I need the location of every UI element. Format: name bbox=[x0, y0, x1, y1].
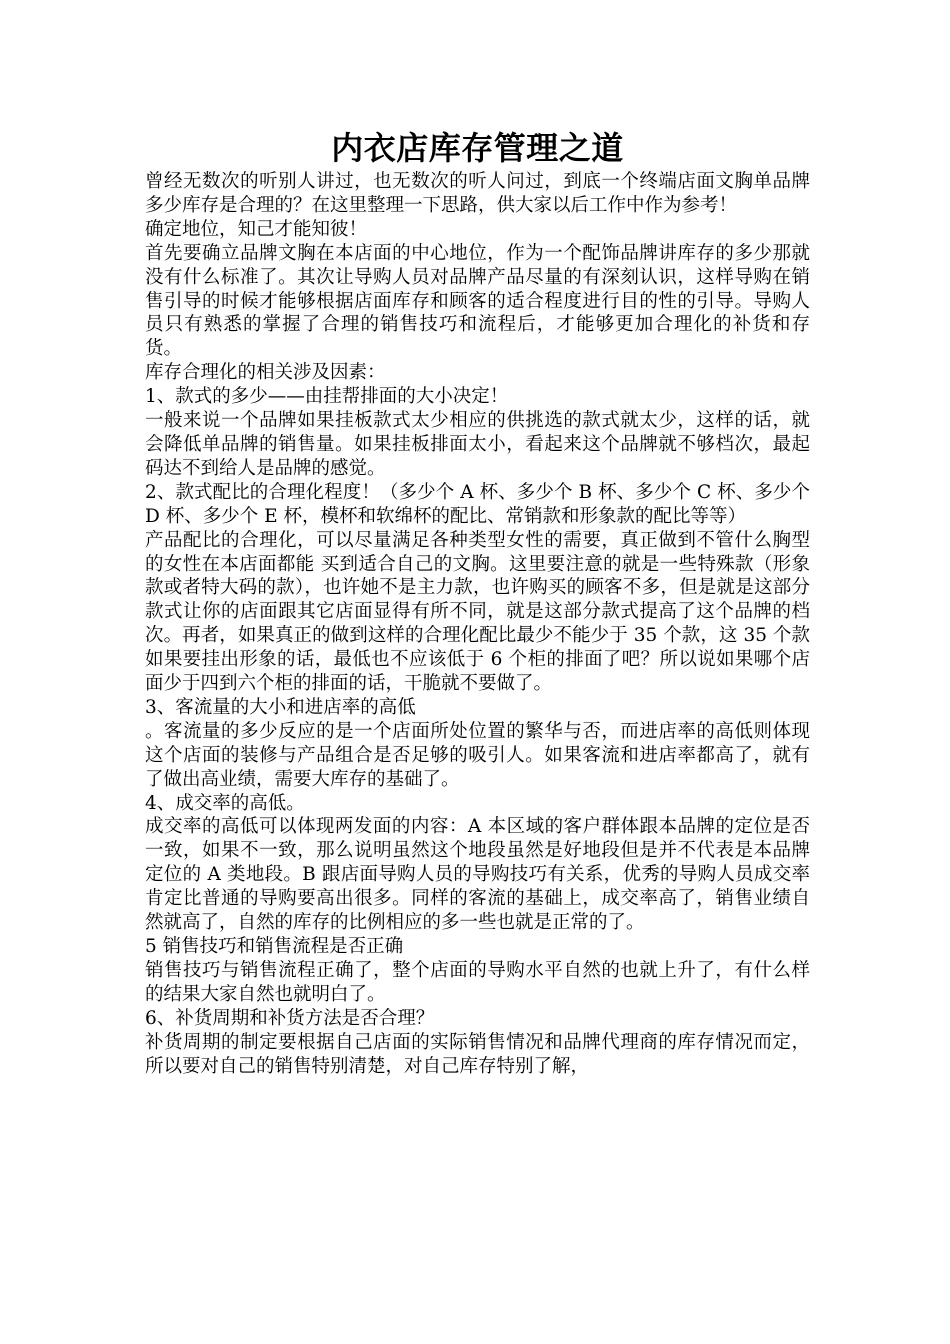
paragraph-intro: 曾经无数次的听别人讲过，也无数次的听人问过，到底一个终端店面文胸单品牌多少库存是合理的？在这里整理一下思路，供大家以后工作中作为参考！ bbox=[145, 171, 810, 216]
paragraph-heading-6: 6、补货周期和补货方法是否合理？ bbox=[145, 1007, 435, 1029]
paragraph-3: 。客流量的多少反应的是一个店面所处位置的繁华与否，而进店率的高低则体现这个店面的装修与产品组合是否足够的吸引人。如果客流和进店率都高了，就有了做出高业绩，需要大库存的基础了。 bbox=[145, 720, 810, 790]
paragraph-heading-factors: 库存合理化的相关涉及因素： bbox=[145, 362, 386, 384]
paragraph-6: 补货周期的制定要根据自己店面的实际销售情况和品牌代理商的库存情况而定，所以要对自己的销售特别清楚，对自己库存特别了解， bbox=[145, 1031, 810, 1077]
document-title: 内衣店库存管理之道 bbox=[331, 129, 624, 167]
paragraph-heading-4: 4、成交率的高低。 bbox=[145, 792, 305, 814]
paragraph-heading-positioning: 确定地位，知己才能知彼！ bbox=[145, 218, 368, 240]
paragraph-5: 销售技巧与销售流程正确了，整个店面的导购水平自然的也就上升了，有什么样的结果大家自然也就明白了。 bbox=[145, 959, 810, 1005]
document-body bbox=[145, 126, 810, 1078]
paragraph-heading-3: 3、客流量的大小和进店率的高低 bbox=[145, 696, 416, 718]
paragraph-heading-2: 2、款式配比的合理化程度！（多少个 A 杯、多少个 B 杯、多少个 C 杯、多少个 D 杯、多少个 E 杯，模杯和软绵杯的配比、常销款和形象款的配比等等） bbox=[145, 481, 810, 527]
paragraph-4: 成交率的高低可以体现两发面的内容：A 本区域的客户群体跟本品牌的定位是否一致，如果不一致，那么说明虽然这个地段虽然是好地段但是并不代表是本品牌定位的 A 类地段。B 跟店面导购人员的导购技巧有关系，优秀的导购人员成交率肯定比普通的导购要高出很多。同样的客流的基础上，成交率高了，销售业绩自然就高了，自然的库存的比例相应的多一些也就是正常的了。 bbox=[145, 816, 810, 934]
paragraph-2: 产品配比的合理化，可以尽量满足各种类型女性的需要，真正做到不管什么胸型的女性在本店面都能 买到适合自己的文胸。这里要注意的就是一些特殊款（形象款或者特大码的款），也许她不是主力款，也许购买的顾客不多，但是就是这部分款式让你的店面跟其它店面显得有所不同，就是这部分款式提高了这个品牌的档次。再者，如果真正的做到这样的合理化配比最少不能少于 35 个款，这 35 个款如果要挂出形象的话，最低也不应该低于 6 个柜的排面了吧？所以说如果哪个店面少于四到六个柜的排面的话，干脆就不要做了。 bbox=[145, 529, 810, 695]
paragraph-positioning: 首先要确立品牌文胸在本店面的中心地位，作为一个配饰品牌讲库存的多少那就没有什么标准了。其次让导购人员对品牌产品尽量的有深刻认识，这样导购在销售引导的时候才能够根据店面库存和顾客的适合程度进行目的性的引导。导购人员只有熟悉的掌握了合理的销售技巧和流程后，才能够更加合理化的补货和存货。 bbox=[145, 242, 810, 360]
paragraph-heading-5: 5 销售技巧和销售流程是否正确 bbox=[145, 936, 404, 957]
paragraph-1: 一般来说一个品牌如果挂板款式太少相应的供挑选的款式就太少，这样的话，就会降低单品牌的销售量。如果挂板排面太小，看起来这个品牌就不够档次，最起码达不到给人是品牌的感觉。 bbox=[145, 410, 810, 479]
paragraph-heading-1: 1、款式的多少——由挂帮排面的大小决定！ bbox=[145, 386, 509, 408]
